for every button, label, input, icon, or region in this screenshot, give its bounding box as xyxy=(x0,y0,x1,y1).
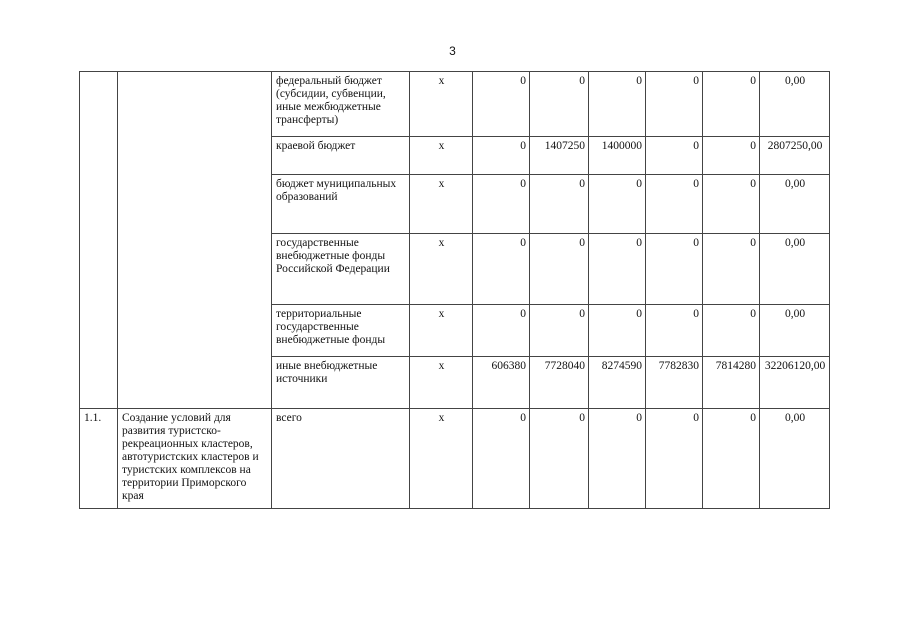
value-cell: 0 xyxy=(703,72,760,137)
funding-source-label: федеральный бюджет (субсидии, субвенции, иные межбюджетные трансферты) xyxy=(276,75,386,126)
measure-name: Создание условий для развития туристско-рекреационных кластеров, автотуристских кластеров и туристских комплексов на территории Приморского края xyxy=(122,412,259,502)
value-cell: 7814280 xyxy=(703,357,760,409)
value-cell: 0 xyxy=(473,72,530,137)
value-cell: 0 xyxy=(589,72,646,137)
x-cell: х xyxy=(410,409,473,509)
total-cell: 0,00 xyxy=(760,305,830,357)
total-cell xyxy=(760,137,830,175)
funding-source-label: краевой бюджет xyxy=(276,140,356,152)
value-cell: 0 xyxy=(589,175,646,234)
funding-source-cell xyxy=(272,357,410,409)
page-number: 3 xyxy=(449,44,456,58)
value-cell: 0 xyxy=(646,234,703,305)
total-value: 2807250,00 xyxy=(767,140,823,152)
value-cell: 0 xyxy=(473,175,530,234)
value-cell: 0 xyxy=(646,409,703,509)
table-row xyxy=(80,72,830,137)
value-cell: 0 xyxy=(589,409,646,509)
total-value: 32206120,00 xyxy=(764,360,826,372)
row-name-cell xyxy=(118,409,272,509)
value-cell: 0 xyxy=(703,137,760,175)
value-cell: 0 xyxy=(530,175,589,234)
value-cell: 0 xyxy=(530,409,589,509)
value-cell: 7728040 xyxy=(530,357,589,409)
value-cell: 0 xyxy=(703,234,760,305)
value-cell: 0 xyxy=(703,409,760,509)
value-cell: 0 xyxy=(530,234,589,305)
table-row xyxy=(80,409,830,509)
x-cell: х xyxy=(410,137,473,175)
value-cell: 0 xyxy=(589,234,646,305)
funding-source-cell xyxy=(272,72,410,137)
total-cell: 0,00 xyxy=(760,234,830,305)
funding-source-label: территориальные государственные внебюджетные фонды xyxy=(276,308,386,346)
value-cell: 0 xyxy=(646,175,703,234)
total-cell xyxy=(760,357,830,409)
funding-source-cell xyxy=(272,234,410,305)
value-cell: 0 xyxy=(703,175,760,234)
x-cell: х xyxy=(410,175,473,234)
value-cell: 0 xyxy=(646,137,703,175)
value-cell: 7782830 xyxy=(646,357,703,409)
value-cell: 0 xyxy=(530,72,589,137)
value-cell: 1400000 xyxy=(589,137,646,175)
row-number-cell: 1.1. xyxy=(80,409,118,509)
value-cell: 0 xyxy=(473,234,530,305)
value-cell: 0 xyxy=(473,305,530,357)
funding-source-cell xyxy=(272,409,410,509)
value-cell: 0 xyxy=(703,305,760,357)
value-cell: 606380 xyxy=(473,357,530,409)
value-cell: 0 xyxy=(473,409,530,509)
value-cell: 0 xyxy=(646,72,703,137)
funding-source-cell xyxy=(272,175,410,234)
x-cell: х xyxy=(410,72,473,137)
funding-source-label: иные внебюджетные источники xyxy=(276,360,378,385)
row-name-cell xyxy=(118,72,272,409)
total-cell: 0,00 xyxy=(760,175,830,234)
total-cell: 0,00 xyxy=(760,409,830,509)
funding-source-label: государственные внебюджетные фонды Российской Федерации xyxy=(276,237,390,275)
x-cell: х xyxy=(410,234,473,305)
funding-source-label: бюджет муниципальных образований xyxy=(276,178,397,203)
funding-source-cell xyxy=(272,137,410,175)
row-number-cell xyxy=(80,72,118,409)
x-cell: х xyxy=(410,357,473,409)
value-cell: 8274590 xyxy=(589,357,646,409)
value-cell: 0 xyxy=(530,305,589,357)
funding-source-cell xyxy=(272,305,410,357)
value-cell: 0 xyxy=(646,305,703,357)
budget-table xyxy=(79,71,830,509)
value-cell: 1407250 xyxy=(530,137,589,175)
value-cell: 0 xyxy=(473,137,530,175)
funding-source-label: всего xyxy=(276,412,302,424)
value-cell: 0 xyxy=(589,305,646,357)
total-cell: 0,00 xyxy=(760,72,830,137)
x-cell: х xyxy=(410,305,473,357)
